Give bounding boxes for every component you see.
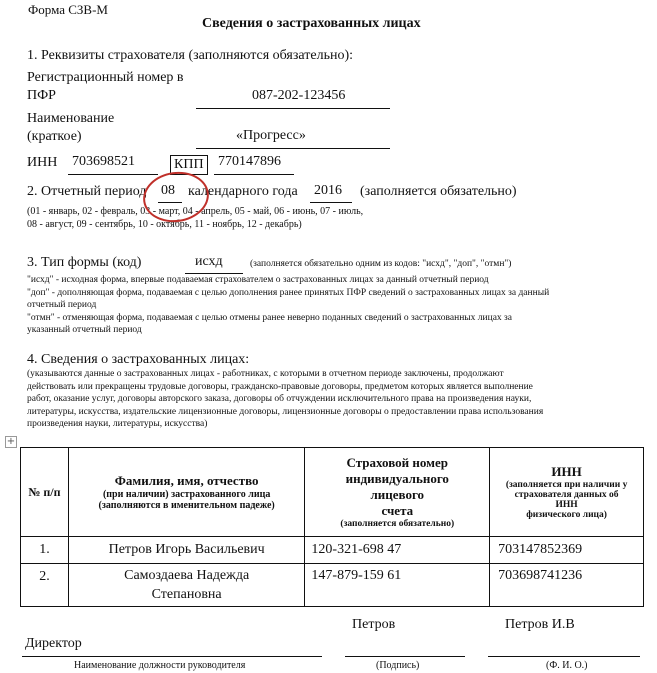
row-snils: 147-879-159 61 (305, 564, 490, 607)
reg-number-label-2: ПФР (27, 88, 56, 103)
kpp-value: 770147896 (218, 154, 281, 169)
sign-value: Петров (352, 617, 396, 632)
header-snils-l2: индивидуального (345, 471, 449, 486)
form-type-desc-line: "доп" - дополняющая форма, подаваемая с целью дополнения ранее принятых ПФР сведений о застрахованных лицах за данный (27, 287, 550, 298)
position-value: Директор (25, 636, 82, 651)
position-caption: Наименование должности руководителя (74, 660, 246, 671)
reg-number-value: 087-202-123456 (252, 88, 346, 103)
header-inn-sub3: ИНН (555, 500, 578, 510)
document-title: Сведения о застрахованных лицах (202, 16, 421, 31)
form-type-desc-line: "исхд" - исходная форма, впервые подаваемая страхователем о застрахованных лицах за данный отчетный период (27, 275, 489, 285)
table-header-row (21, 448, 644, 537)
months-legend-line2: 08 - август, 09 - сентябрь, 10 - октябрь, 11 - ноябрь, 12 - декабрь) (27, 219, 302, 230)
row-inn: 703147852369 (490, 537, 644, 564)
calendar-year-label: календарного года (188, 184, 298, 199)
org-name-label: Наименование (27, 111, 115, 126)
form-type-note: (заполняется обязательно одним из кодов: "исхд", "доп", "отмн") (250, 259, 512, 269)
header-inn-sub1: (заполняется при наличии у (505, 480, 628, 490)
section4-desc-line: работ, оказание услуг, договоры авторского заказа, договоры об отчуждении исключительного права на произведения науки, (27, 394, 532, 405)
row-snils: 120-321-698 47 (305, 537, 490, 564)
form-type-label: 3. Тип формы (код) (27, 255, 142, 270)
row-num: 1. (21, 537, 69, 564)
position-line (22, 656, 322, 657)
month-field: 08 (158, 183, 182, 203)
section4-desc-line: произведения науки, литературы, искусства) (27, 419, 208, 430)
table-row (21, 564, 644, 607)
section4-desc-line: литературы, искусства, издательские лицензионные договоры, лицензионные договоры о предоставлении права использования (27, 406, 544, 417)
header-fio-main: Фамилия, имя, отчество (114, 473, 259, 488)
insured-persons-table (20, 447, 644, 607)
inn-label: ИНН (27, 155, 58, 170)
kpp-label: КПП (170, 155, 208, 175)
form-type-desc-line: отчетный период (27, 300, 97, 311)
inn-field (68, 154, 158, 175)
section4-heading: 4. Сведения о застрахованных лицах: (27, 352, 250, 367)
form-label: Форма СЗВ-М (28, 2, 108, 17)
kpp-field (214, 154, 294, 175)
fio-caption: (Ф. И. О.) (546, 660, 588, 671)
header-snils-note: (заполняется обязательно) (340, 519, 455, 529)
header-snils-l3: лицевого (370, 487, 425, 502)
header-fio-sub2: (заполняются в именительном падеже) (98, 500, 275, 511)
table-row (21, 537, 644, 564)
months-legend-line1: (01 - январь, 02 - февраль, 03 - март, 04 - апрель, 05 - май, 06 - июнь, 07 - июль, (27, 206, 364, 217)
form-type-desc-line: указанный отчетный период (27, 325, 142, 336)
inn-value: 703698521 (72, 154, 135, 169)
year-field: 2016 (310, 183, 352, 203)
header-snils (305, 448, 490, 537)
fio-line (488, 656, 640, 657)
header-fio-sub1: (при наличии) застрахованного лица (102, 489, 271, 500)
form-type-desc-line: "отмн" - отменяющая форма, подаваемая с целью отмены ранее неверно поданных сведений о застрахованных лицах за (27, 312, 513, 323)
header-fio (68, 448, 305, 537)
section4-desc-line: (указываются данные о застрахованных лицах - работниках, с которыми в отчетном периоде заключены, продолжают (27, 369, 504, 379)
row-num: 2. (21, 564, 69, 607)
sign-caption: (Подпись) (376, 660, 420, 671)
header-inn-sub2: страхователя данных об (514, 490, 619, 500)
period-label: 2. Отчетный период (27, 184, 147, 199)
section4-desc (27, 368, 543, 431)
row-fio-line1: Самоздаева Надежда (124, 568, 250, 583)
reg-number-field (196, 88, 390, 109)
row-inn: 703698741236 (490, 564, 644, 607)
header-inn (490, 448, 644, 537)
row-fio: Петров Игорь Васильевич (68, 537, 305, 564)
header-num-label: № п/п (28, 485, 61, 499)
fio-value: Петров И.В (505, 617, 575, 632)
header-inn-sub4: физического лица) (526, 510, 607, 520)
org-name-field (196, 128, 390, 149)
section1-heading: 1. Реквизиты страхователя (заполняются обязательно): (27, 48, 353, 63)
header-snils-l4: счета (381, 503, 414, 518)
header-snils-l1: Страховой номер (346, 455, 448, 470)
org-name-label-2: (краткое) (27, 129, 82, 144)
section4-desc-line: действовать или прекращены трудовые договоры, гражданско-правовые договоры, предметом которых является выполнение (27, 381, 533, 392)
header-num (21, 448, 69, 537)
period-required-note: (заполняется обязательно) (360, 184, 517, 199)
form-type-field: исхд (185, 254, 243, 274)
org-name-value: «Прогресс» (236, 128, 306, 143)
sign-line (345, 656, 465, 657)
row-fio-line2: Степановна (151, 587, 222, 602)
form-type-desc (27, 274, 549, 337)
header-inn-main: ИНН (551, 464, 582, 479)
move-handle-icon[interactable]: + (6, 436, 16, 447)
reg-number-label: Регистрационный номер в (27, 70, 184, 85)
row-fio (68, 564, 305, 607)
